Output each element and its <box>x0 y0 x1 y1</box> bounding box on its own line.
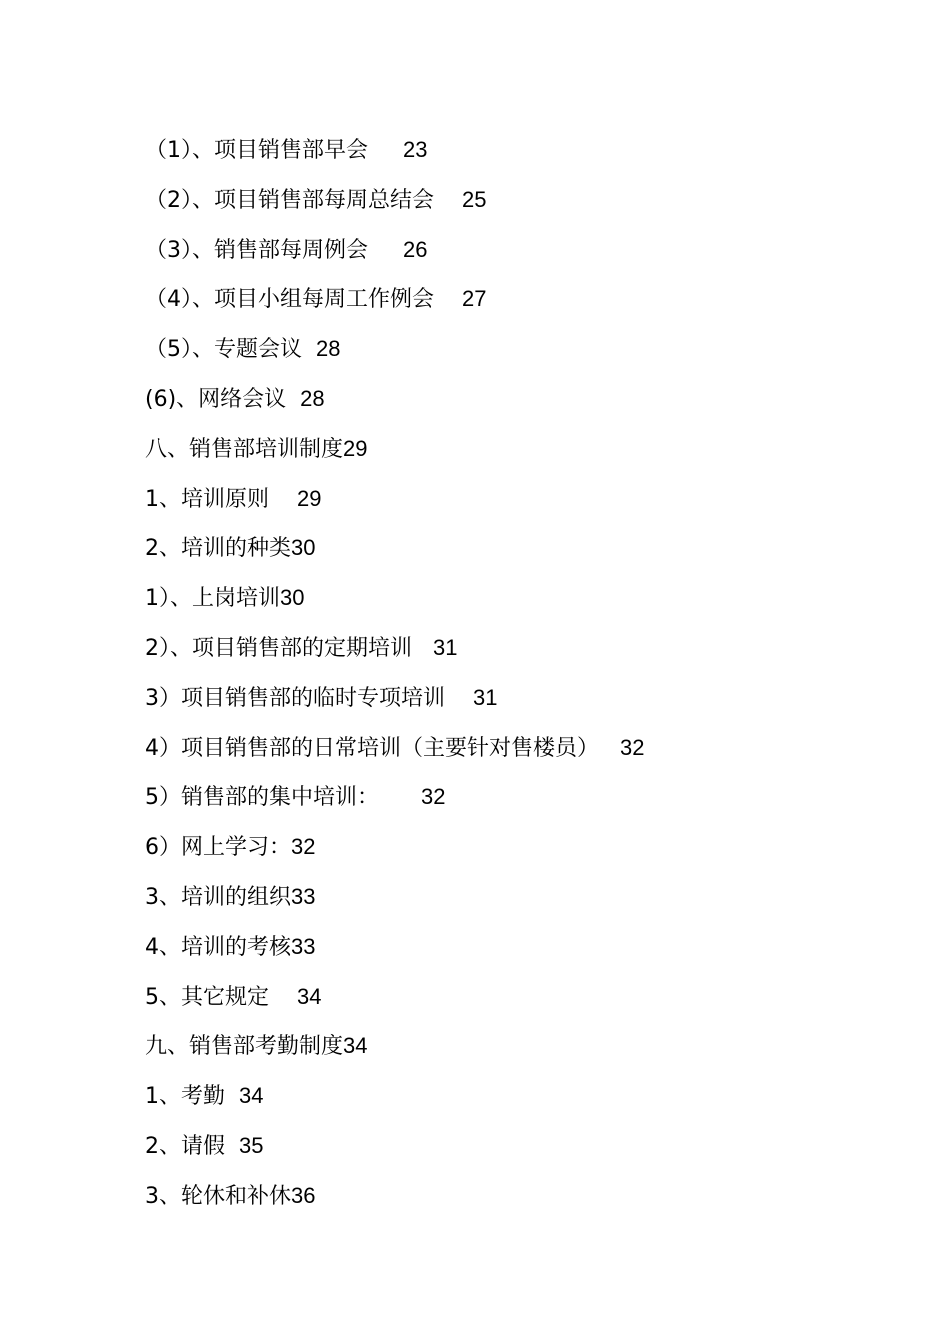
toc-entry-page: 32 <box>291 834 316 860</box>
toc-entry-text: 4、培训的考核 <box>145 934 291 960</box>
toc-entry <box>145 777 905 827</box>
toc-entry <box>145 728 905 778</box>
toc-entry-text: （2）、项目销售部每周总结会 <box>145 187 434 213</box>
toc-entry <box>145 927 905 977</box>
toc-entry-text: (6)、网络会议 <box>145 386 287 412</box>
toc-entry <box>145 678 905 728</box>
toc-entry-text: （1）、项目销售部早会 <box>145 138 368 163</box>
toc-entry-gap <box>434 188 462 213</box>
toc-entry-page: 26 <box>402 236 428 262</box>
toc-entry <box>145 1126 905 1176</box>
toc-entry-text: 5、其它规定 <box>145 984 269 1010</box>
toc-entry-text: 2、培训的种类 <box>145 536 291 562</box>
toc-entry-gap <box>269 487 297 512</box>
toc-entry <box>145 379 905 429</box>
toc-entry-text: 八、销售部培训制度 <box>145 436 344 462</box>
toc-entry-gap <box>445 686 473 711</box>
toc-entry <box>145 877 905 927</box>
toc-entry-page: 23 <box>402 137 428 162</box>
toc-entry-gap <box>286 387 300 412</box>
toc-entry <box>145 130 905 180</box>
toc-entry-page: 34 <box>296 983 322 1009</box>
toc-entry-gap <box>269 985 297 1010</box>
toc-entry-text: 5）销售部的集中培训： <box>145 785 379 811</box>
toc-entry-page: 28 <box>300 385 325 411</box>
toc-entry-page: 29 <box>343 435 368 461</box>
toc-entry <box>145 977 905 1027</box>
toc-entry-text: 2）、项目销售部的定期培训 <box>145 635 412 661</box>
toc-entry <box>145 429 905 479</box>
toc-entry-text: 3）项目销售部的临时专项培训 <box>145 685 445 711</box>
toc-entry <box>145 479 905 529</box>
toc-entry <box>145 628 905 678</box>
toc-entry <box>145 279 905 329</box>
toc-entry-page: 31 <box>432 634 458 660</box>
toc-entry-text: 4）项目销售部的日常培训（主要针对售楼员） <box>145 735 599 761</box>
toc-entry-page: 32 <box>619 734 645 760</box>
toc-entry-text: （5）、专题会议 <box>145 337 302 363</box>
toc-entry-page: 34 <box>239 1083 264 1109</box>
toc-entry-text: 1）、上岗培训 <box>145 586 280 612</box>
toc-entry <box>145 528 905 578</box>
toc-entry-gap <box>368 238 403 263</box>
toc-entry-gap <box>434 287 462 312</box>
toc-entry-gap <box>412 636 433 661</box>
toc-entry-page: 29 <box>296 485 322 511</box>
toc-entry-gap <box>368 138 403 163</box>
toc-entry-page: 33 <box>291 933 316 959</box>
toc-entry-text: 1、培训原则 <box>145 486 269 512</box>
toc-entry <box>145 827 905 877</box>
toc-entry-text: 1、考勤 <box>145 1084 225 1110</box>
toc-entry-text: 3、轮休和补休 <box>145 1183 291 1209</box>
toc-entry <box>145 329 905 379</box>
table-of-contents <box>145 130 905 1226</box>
toc-entry-page: 36 <box>291 1182 316 1208</box>
toc-entry-gap <box>225 1084 239 1109</box>
toc-entry-gap <box>599 736 620 761</box>
toc-entry-page: 32 <box>420 784 446 810</box>
toc-entry-text: 2、请假 <box>145 1133 225 1159</box>
toc-entry <box>145 1026 905 1076</box>
toc-entry-page: 25 <box>461 186 487 212</box>
toc-entry-text: （3）、销售部每周例会 <box>145 237 368 263</box>
toc-entry-page: 34 <box>343 1033 368 1059</box>
toc-entry <box>145 1076 905 1126</box>
toc-entry-gap <box>225 1134 239 1159</box>
toc-entry-page: 27 <box>461 286 487 312</box>
toc-entry-text: （4）、项目小组每周工作例会 <box>145 287 434 313</box>
toc-entry-page: 35 <box>239 1132 264 1158</box>
toc-entry-text: 6）网上学习： <box>145 835 291 861</box>
toc-entry <box>145 1176 905 1226</box>
toc-entry-page: 28 <box>316 336 341 362</box>
toc-entry-text: 九、销售部考勤制度 <box>145 1034 344 1060</box>
toc-entry-page: 31 <box>472 684 498 710</box>
toc-entry-page: 30 <box>291 535 316 561</box>
toc-entry-text: 3、培训的组织 <box>145 884 291 910</box>
toc-entry-page: 30 <box>280 585 305 611</box>
toc-entry <box>145 578 905 628</box>
toc-entry-gap <box>379 785 421 810</box>
toc-entry-page: 33 <box>291 883 316 909</box>
toc-entry-gap <box>302 337 316 362</box>
toc-entry <box>145 230 905 280</box>
toc-entry <box>145 180 905 230</box>
